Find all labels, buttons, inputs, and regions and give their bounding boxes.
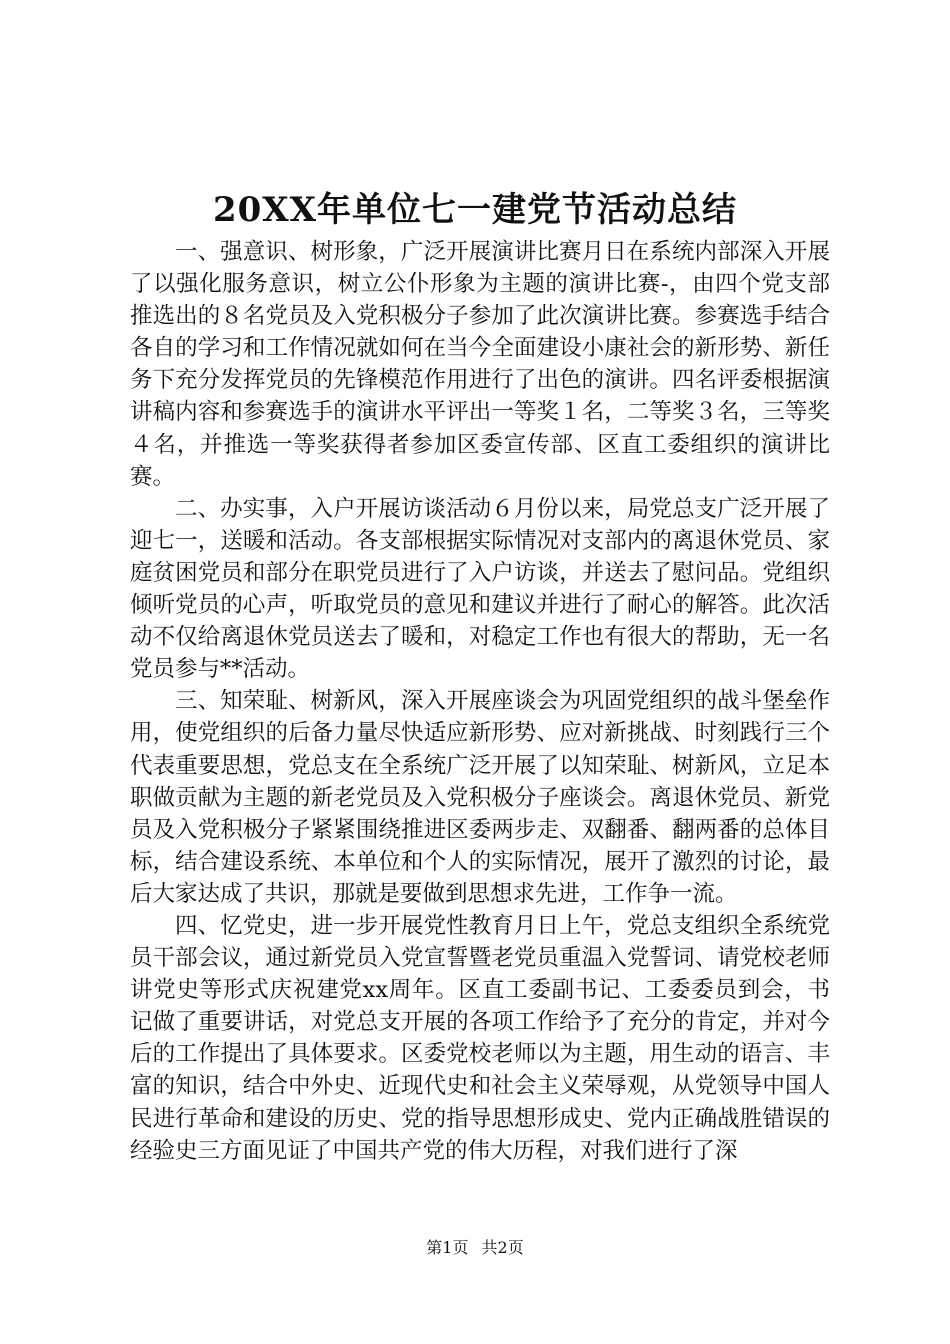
paragraph-2: 二、办实事，入户开展访谈活动６月份以来，局党总支广泛开展了迎七一，送暖和活动。各支部根据实际情况对支部内的离退休党员、家庭贫困党员和部分在职党员进行了入户访谈，并送去了慰问品。党组织倾听党员的心声，听取党员的意见和建议并进行了耐心的解答。此次活动不仅给离退休党员送去了暖和，对稳定工作也有很大的帮助，无一名党员参与**活动。	[130, 495, 830, 683]
document-body	[130, 236, 830, 1167]
document-title: 20XX年单位七一建党节活动总结	[212, 190, 738, 230]
page-number: 第1页	[426, 1238, 469, 1257]
page-footer	[0, 1237, 950, 1259]
paragraph-1: 一、强意识、树形象，广泛开展演讲比赛月日在系统内部深入开展了以强化服务意识，树立公仆形象为主题的演讲比赛-，由四个党支部推选出的８名党员及入党积极分子参加了此次演讲比赛。参赛选手结合各自的学习和工作情况就如何在当今全面建设小康社会的新形势、新任务下充分发挥党员的先锋模范作用进行了出色的演讲。四名评委根据演讲稿内容和参赛选手的演讲水平评出一等奖１名，二等奖３名，三等奖４名，并推选一等奖获得者参加区委宣传部、区直工委组织的演讲比赛。	[130, 239, 830, 490]
paragraph-3: 三、知荣耻、树新风，深入开展座谈会为巩固党组织的战斗堡垒作用，使党组织的后备力量尽快适应新形势、应对新挑战、时刻践行三个代表重要思想，党总支在全系统广泛开展了以知荣耻、树新风，立足本职做贡献为主题的新老党员及入党积极分子座谈会。离退休党员、新党员及入党积极分子紧紧围绕推进区委两步走、双翻番、翻两番的总体目标，结合建设系统、本单位和个人的实际情况，展开了激烈的讨论，最后大家达成了共识，那就是要做到思想求先进，工作争一流。	[130, 688, 830, 907]
page-total: 共2页	[481, 1238, 524, 1257]
paragraph-4: 四、忆党史，进一步开展党性教育月日上午，党总支组织全系统党员干部会议，通过新党员入党宣誓暨老党员重温入党誓词、请党校老师讲党史等形式庆祝建党xx周年。区直工委副书记、工委委员到会，书记做了重要讲话，对党总支开展的各项工作给予了充分的肯定，并对今后的工作提出了具体要求。区委党校老师以为主题，用生动的语言、丰富的知识，结合中外史、近现代史和社会主义荣辱观，从党领导中国人民进行革命和建设的历史、党的指导思想形成史、党内正确战胜错误的经验史三方面见证了中国共产党的伟大历程，对我们进行了深	[130, 912, 830, 1164]
